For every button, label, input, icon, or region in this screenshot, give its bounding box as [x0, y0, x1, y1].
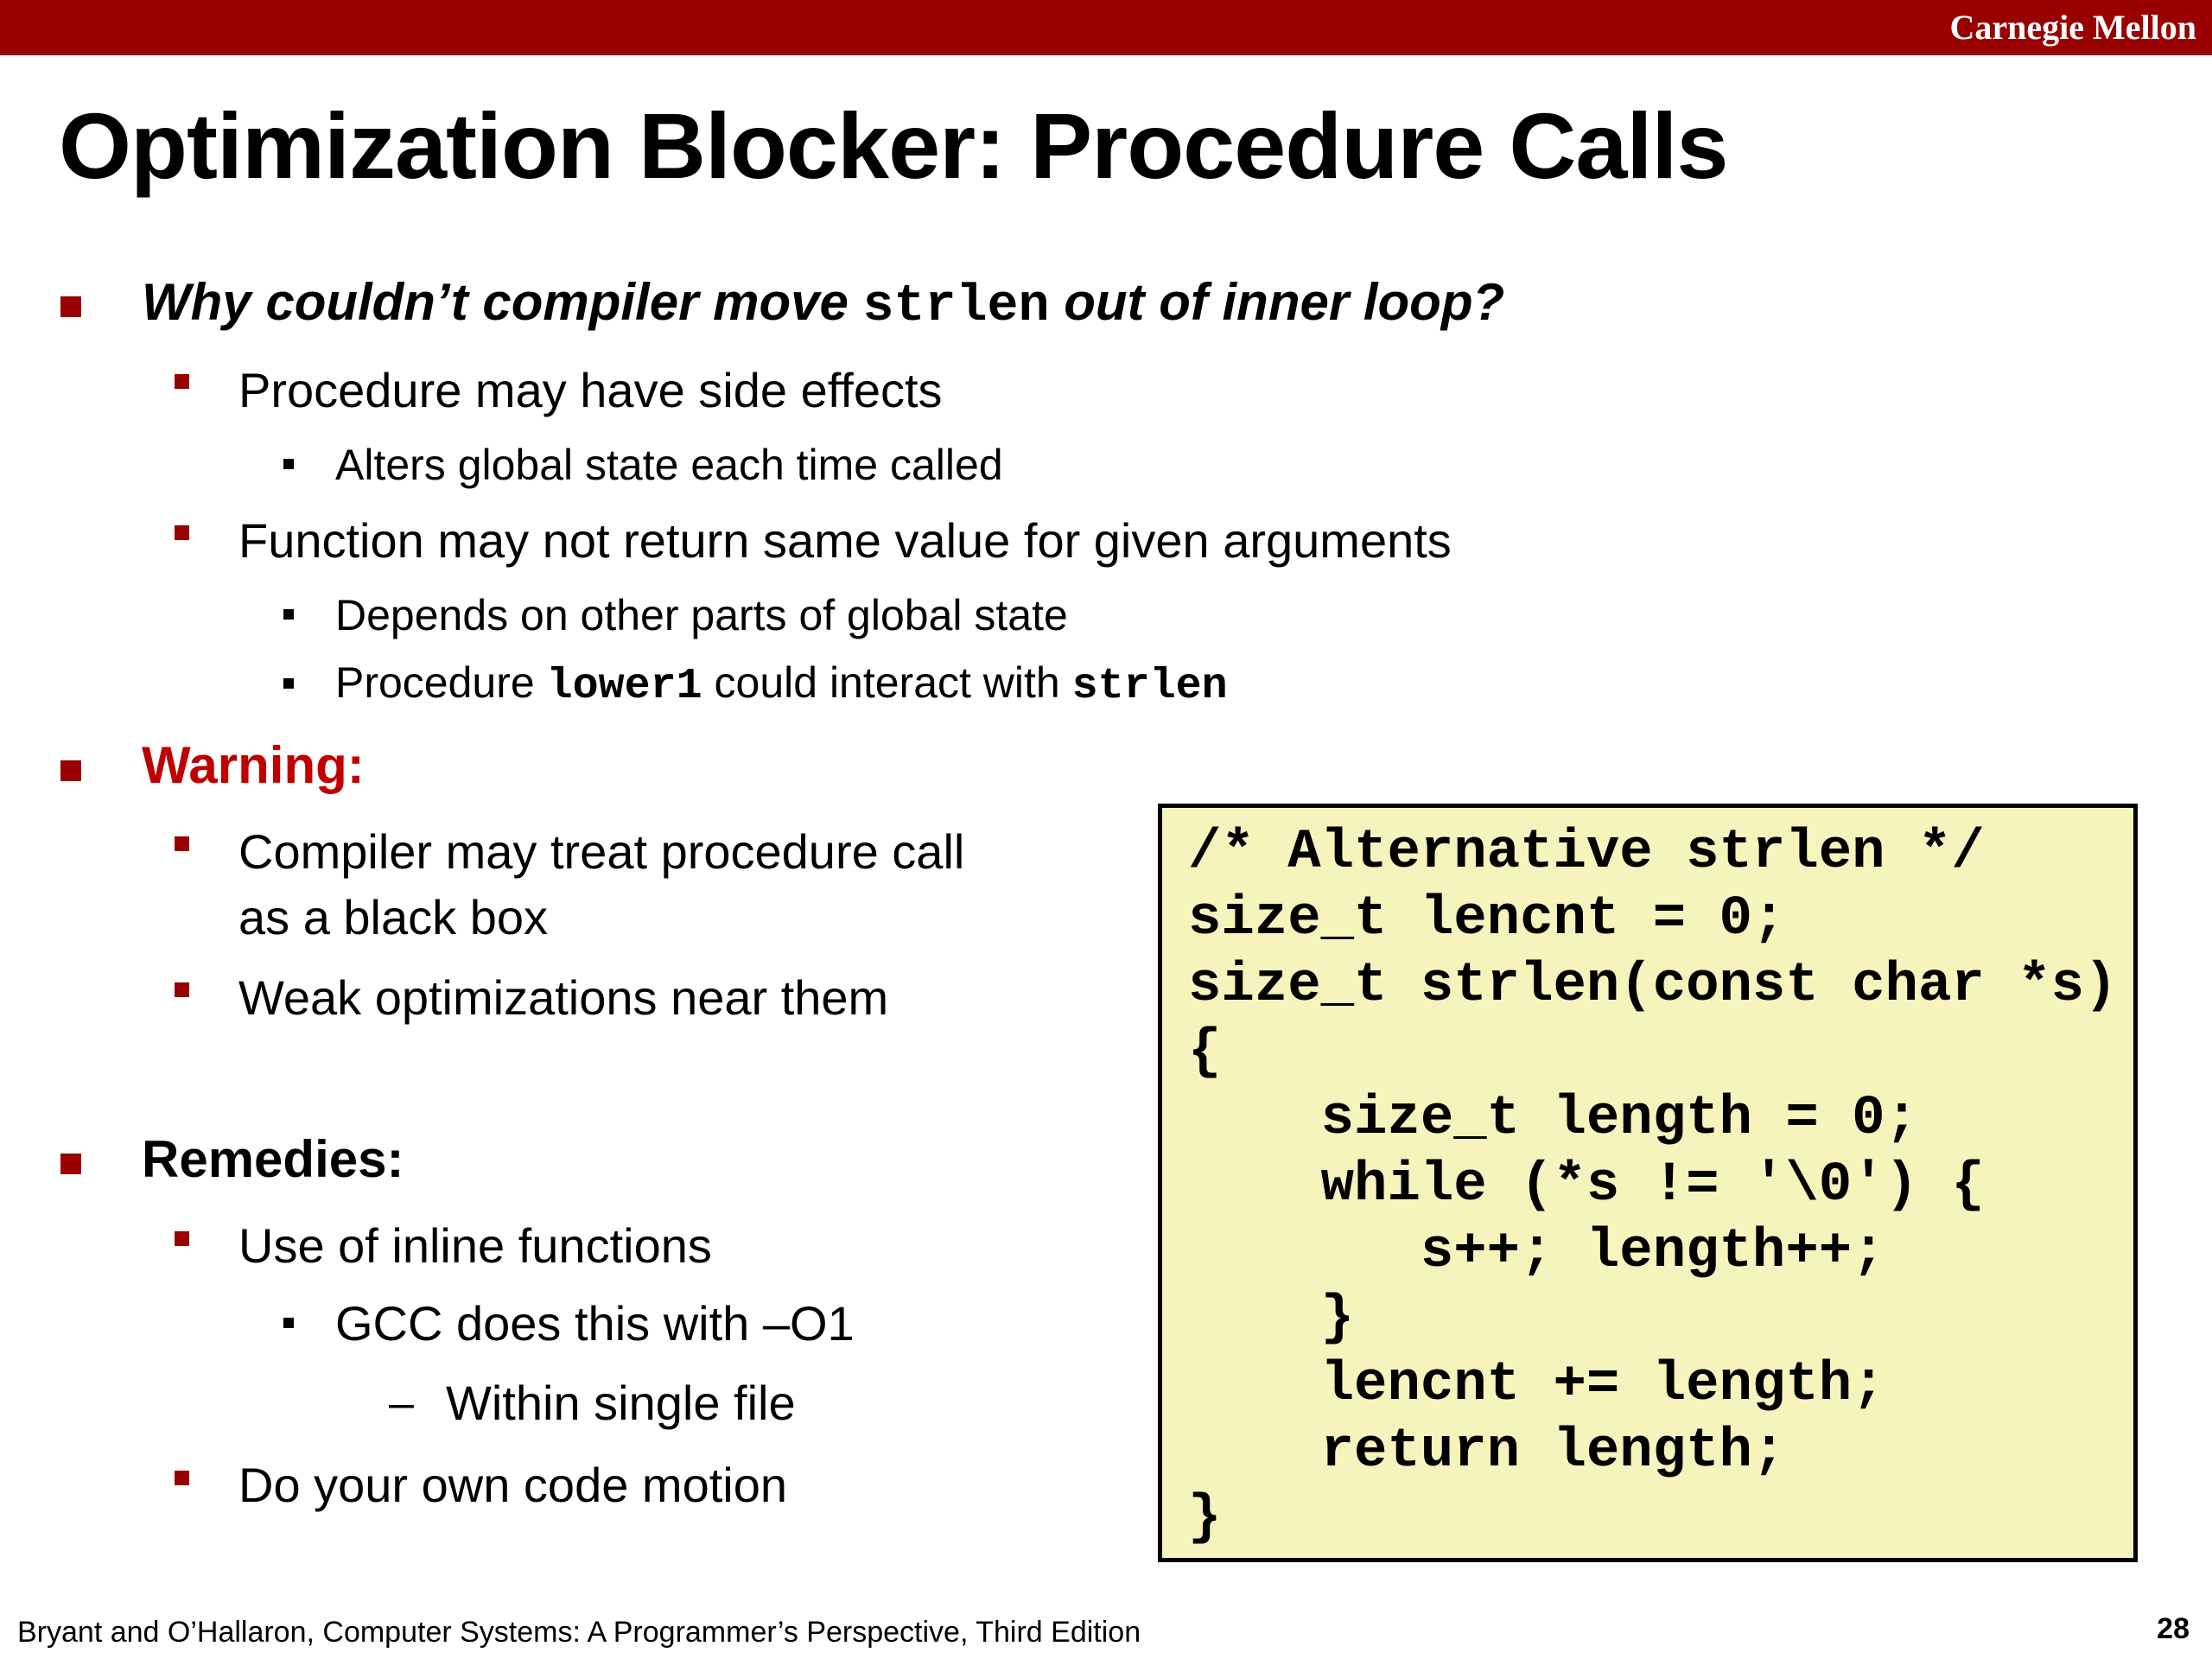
code-line: while (*s != '\0') {	[1188, 1154, 1985, 1217]
code-line: }	[1188, 1287, 1355, 1350]
header-bar	[0, 0, 2212, 55]
remedies-heading: Remedies:	[142, 1130, 404, 1188]
question-bullet: Why couldn’t compiler move strlen out of inner loop?	[142, 273, 1505, 336]
code-line: size_t strlen(const char *s)	[1188, 955, 2118, 1017]
code-listing	[1188, 820, 2117, 1552]
side-effects-bullet: Procedure may have side effects	[238, 363, 943, 417]
bullet-square-icon	[175, 1231, 189, 1246]
black-box-bullet: Compiler may treat procedure call	[238, 824, 965, 879]
strlen-code: strlen	[1071, 662, 1228, 711]
footer-citation: Bryant and O’Hallaron, Computer Systems: A Programmer’s Perspective, Third Edition	[17, 1616, 1141, 1649]
code-line: size_t length = 0;	[1188, 1088, 1918, 1150]
code-line: s++; length++;	[1188, 1221, 1885, 1283]
single-file-bullet: Within single file	[446, 1376, 796, 1430]
code-line: }	[1188, 1487, 1222, 1549]
bullet-small-icon	[283, 609, 294, 620]
bullet-square-icon	[175, 374, 189, 389]
alters-bullet: Alters global state each time called	[335, 441, 1003, 489]
lower1-code: lower1	[546, 662, 702, 711]
bullet-square-icon	[175, 982, 189, 997]
depends-bullet: Depends on other parts of global state	[335, 591, 1068, 639]
bullet-small-icon	[283, 678, 294, 689]
bullet-square-icon	[175, 836, 189, 851]
brand-label: Carnegie Mellon	[1949, 8, 2196, 47]
black-box-bullet-cont: as a black box	[238, 890, 548, 944]
code-line: /* Alternative strlen */	[1188, 822, 1985, 884]
code-line: {	[1188, 1021, 1222, 1084]
code-line: size_t lencnt = 0;	[1188, 888, 1786, 950]
slide-title: Optimization Blocker: Procedure Calls	[59, 93, 1728, 198]
gcc-bullet: GCC does this with –O1	[335, 1296, 855, 1351]
bullet-small-icon	[283, 1318, 294, 1328]
bullet-square-icon	[60, 296, 81, 317]
code-box	[1158, 804, 2138, 1562]
inline-bullet: Use of inline functions	[238, 1218, 712, 1273]
bullet-square-icon	[175, 1471, 189, 1485]
weak-bullet: Weak optimizations near them	[238, 970, 889, 1025]
dash-icon: –	[389, 1378, 414, 1428]
not-same-bullet: Function may not return same value for given arguments	[238, 513, 1452, 568]
warning-heading: Warning:	[142, 736, 365, 794]
bullet-square-icon	[175, 525, 189, 540]
interact-bullet: Procedure lower1 could interact with strlen	[335, 658, 1228, 711]
code-line: return length;	[1188, 1421, 1786, 1483]
bullet-small-icon	[283, 459, 294, 469]
strlen-code: strlen	[862, 277, 1050, 336]
page-number: 28	[2157, 1612, 2190, 1645]
bullet-square-icon	[60, 760, 81, 781]
own-motion-bullet: Do your own code motion	[238, 1458, 788, 1512]
code-line: lencnt += length;	[1188, 1354, 1885, 1416]
bullet-square-icon	[60, 1154, 81, 1174]
